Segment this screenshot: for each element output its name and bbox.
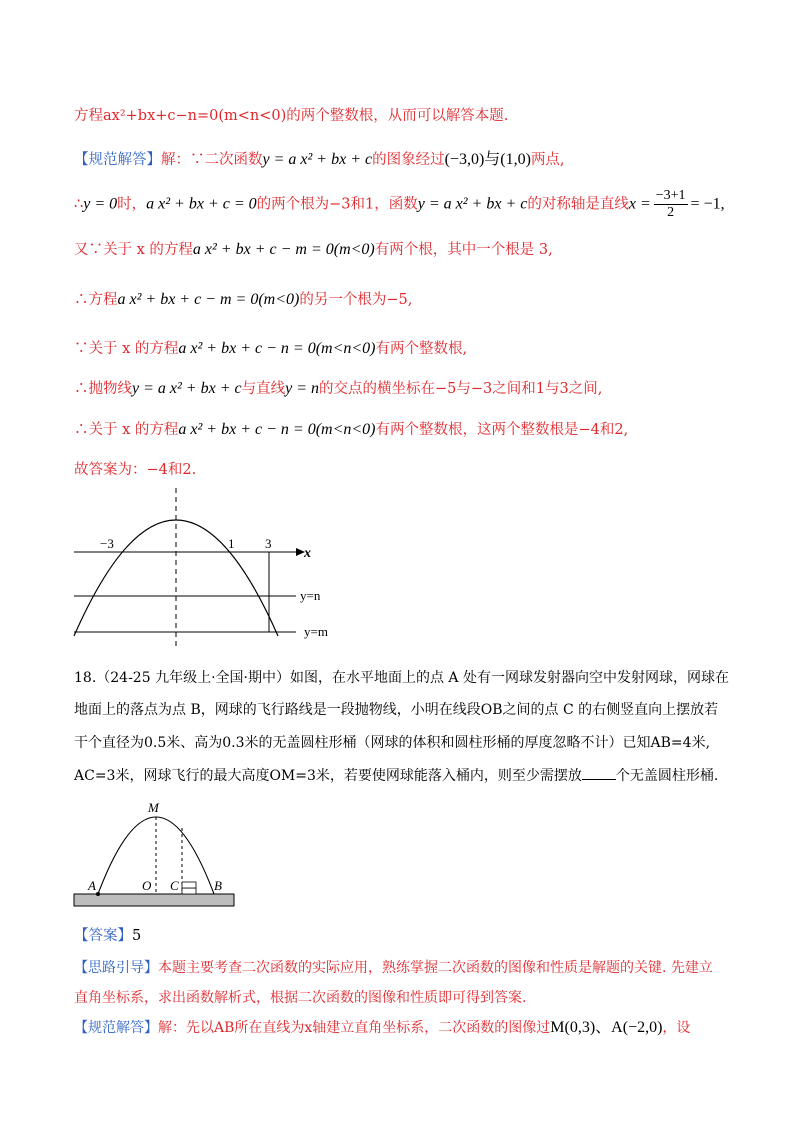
text: 个无盖圆柱形桶. <box>615 768 719 784</box>
label-O: O <box>142 878 152 893</box>
bucket-1 <box>182 888 196 894</box>
question-line-2: 地面上的落点为点 B，网球的飞行路线是一段抛物线，小明在线段OB之间的点 C 的右侧竖直向上摆放若 <box>74 702 719 718</box>
text-line-7 <box>74 379 602 399</box>
text: 与直线 <box>241 381 286 397</box>
label-B: B <box>214 878 222 893</box>
parabola-graph <box>60 484 360 649</box>
text: 有两个整数根，这两个整数根是−4和2, <box>375 422 629 438</box>
label-1: 1 <box>228 536 235 551</box>
fraction-denominator: 2 <box>667 205 675 220</box>
text-line-8 <box>74 420 628 440</box>
label-A: A <box>88 878 96 893</box>
text: ，设 <box>662 1020 691 1036</box>
text-line-9: 故答案为：−4和2. <box>74 462 197 478</box>
text: 的交点的横坐标在−5与−3之间和1与3之间, <box>319 381 603 397</box>
hint-line-1 <box>74 958 713 978</box>
trajectory-graph <box>70 790 240 912</box>
equation: a x² + bx + c = 0 <box>146 195 257 213</box>
solution-line <box>74 1018 690 1038</box>
text: 又∵关于 x 的方程 <box>74 242 193 258</box>
question-line-1: 18.（24-25 九年级上·全国·期中）如图，在水平地面上的点 A 处有一网球发射器向空中发射网球，网球在 <box>74 670 729 686</box>
answer-tag: 【答案】 <box>74 928 132 944</box>
text: 时， <box>117 196 147 213</box>
equation: y = a x² + bx + c <box>417 195 528 213</box>
text: 有两个根，其中一个根是 3, <box>374 242 553 258</box>
equation: M(0,3)、A(−2,0) <box>550 1019 663 1036</box>
text: ∵关于 x 的方程 <box>74 341 179 357</box>
text: 解：∵二次函数 <box>161 152 263 168</box>
fraction <box>654 188 688 221</box>
text: 的图象经过 <box>372 152 445 168</box>
text: ∴抛物线 <box>74 381 132 397</box>
equation: a x² + bx + c − m = 0(m<0) <box>192 241 375 258</box>
label-y-n: y=n <box>300 588 321 603</box>
equation: y = 0 <box>83 195 118 213</box>
point-A <box>96 892 100 896</box>
equation: = −1, <box>690 195 725 213</box>
label-x: x <box>304 546 311 561</box>
text-line-2 <box>74 150 565 170</box>
text-line-1: 方程ax²+bx+c−n=0(m<n<0)的两个整数根，从而可以解答本题. <box>74 108 509 124</box>
question-line-3: 干个直径为0.5米、高为0.3米的无盖圆柱形桶（网球的体积和圆柱形桶的厚度忽略不计）已知AB=4米, <box>74 735 711 751</box>
answer-value: 5 <box>132 928 142 944</box>
solution-tag: 【规范解答】 <box>74 152 161 168</box>
equation: y = n <box>285 380 319 397</box>
equation: x = <box>628 195 651 213</box>
equation: y = a x² + bx + c <box>132 380 242 397</box>
question-line-4 <box>74 765 718 786</box>
answer-line <box>74 926 141 946</box>
fraction-numerator: −3+1 <box>655 188 686 203</box>
text-line-3 <box>74 188 725 221</box>
equation: y = a x² + bx + c <box>262 151 373 168</box>
text: 的另一个根为−5, <box>299 292 413 308</box>
text: 两点, <box>530 152 565 168</box>
label-y-m: y=m <box>304 624 328 639</box>
hint-line-2: 直角坐标系，求出函数解析式，根据二次函数的图像和性质即可得到答案. <box>74 990 527 1006</box>
text-line-5 <box>74 290 412 310</box>
equation: a x² + bx + c − n = 0(m<n<0) <box>178 421 376 438</box>
text: 解：先以AB所在直线为x轴建立直角坐标系，二次函数的图像过 <box>158 1020 551 1036</box>
text: ∴ <box>74 196 84 213</box>
label-M: M <box>148 800 159 815</box>
text: 有两个整数根, <box>375 341 468 357</box>
text: AC=3米，网球飞行的最大高度OM=3米，若要使网球能落入桶内，则至少需摆放 <box>74 768 582 784</box>
equation: a x² + bx + c − n = 0(m<n<0) <box>178 340 376 357</box>
text-line-4 <box>74 240 553 260</box>
text-line-6 <box>74 339 467 359</box>
label-C: C <box>170 878 179 893</box>
text: ∴关于 x 的方程 <box>74 422 179 438</box>
equation: (−3,0)与(1,0) <box>444 151 531 168</box>
text: 的两个根为−3和1，函数 <box>256 196 418 213</box>
hint-tag: 【思路引导】 <box>74 960 158 976</box>
text: ∴方程 <box>74 292 118 308</box>
equation: a x² + bx + c − m = 0(m<0) <box>117 291 300 308</box>
label-3: 3 <box>265 536 272 551</box>
solution-tag: 【规范解答】 <box>74 1020 158 1036</box>
text: 的对称轴是直线 <box>527 196 629 213</box>
answer-blank <box>582 765 616 780</box>
text: 本题主要考查二次函数的实际应用，熟练掌握二次函数的图像和性质是解题的关键. 先建立 <box>158 960 713 976</box>
bucket-2 <box>182 882 196 888</box>
label-neg3: −3 <box>100 536 114 551</box>
